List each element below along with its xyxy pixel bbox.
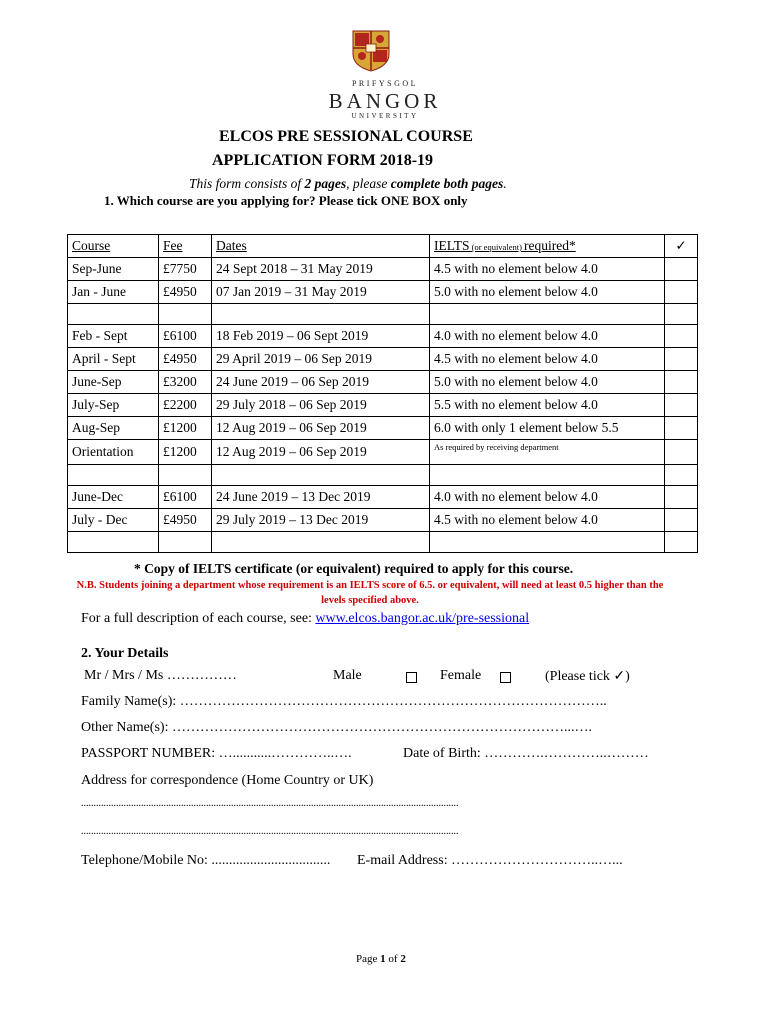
tick-box[interactable] xyxy=(665,258,698,281)
course-dates: 24 June 2019 – 06 Sep 2019 xyxy=(212,371,430,394)
pre-sessional-link[interactable]: www.elcos.bangor.ac.uk/pre-sessional xyxy=(315,611,530,626)
tick-box[interactable] xyxy=(665,371,698,394)
course-dates: 29 April 2019 – 06 Sep 2019 xyxy=(212,348,430,371)
tick-box[interactable] xyxy=(665,417,698,440)
table-spacer-row xyxy=(68,532,698,553)
table-spacer-row xyxy=(68,465,698,486)
col-header-ielts: IELTS (or equivalent) required* xyxy=(430,235,665,258)
course-dates: 12 Aug 2019 – 06 Sep 2019 xyxy=(212,440,430,465)
question-1: 1. Which course are you applying for? Please tick ONE BOX only xyxy=(104,193,468,208)
passport-number-field[interactable]: PASSPORT NUMBER: …...........…………..…. xyxy=(81,746,352,761)
course-name: Jan - June xyxy=(68,281,159,304)
male-label: Male xyxy=(333,668,362,683)
female-label: Female xyxy=(440,668,482,683)
course-ielts: 5.0 with no element below 4.0 xyxy=(430,281,665,304)
course-ielts: 6.0 with only 1 element below 5.5 xyxy=(430,417,665,440)
course-dates: 24 June 2019 – 13 Dec 2019 xyxy=(212,486,430,509)
course-dates: 12 Aug 2019 – 06 Sep 2019 xyxy=(212,417,430,440)
course-name: Feb - Sept xyxy=(68,325,159,348)
col-header-dates: Dates xyxy=(212,235,430,258)
course-name: June-Sep xyxy=(68,371,159,394)
course-fee: £4950 xyxy=(159,281,212,304)
date-of-birth-field[interactable]: Date of Birth: ………….…………..……… xyxy=(403,746,649,761)
table-row xyxy=(68,394,698,417)
course-fee: £1200 xyxy=(159,417,212,440)
title-field[interactable]: Mr / Mrs / Ms …………… xyxy=(84,668,237,683)
course-name: July - Dec xyxy=(68,509,159,532)
course-ielts: 4.0 with no element below 4.0 xyxy=(430,325,665,348)
crest-icon xyxy=(352,30,390,72)
logo-line-university: UNIVERSITY xyxy=(351,112,419,120)
tick-box[interactable] xyxy=(665,486,698,509)
course-name: Aug-Sep xyxy=(68,417,159,440)
table-row xyxy=(68,325,698,348)
course-fee: £2200 xyxy=(159,394,212,417)
col-header-course: Course xyxy=(68,235,159,258)
table-row xyxy=(68,486,698,509)
course-dates: 18 Feb 2019 – 06 Sept 2019 xyxy=(212,325,430,348)
address-line-2[interactable]: ....................................................................................................................................................... xyxy=(81,826,459,837)
male-checkbox[interactable] xyxy=(406,671,417,689)
ielts-copy-note: * Copy of IELTS certificate (or equivalent) required to apply for this course. xyxy=(134,561,574,576)
course-dates: 07 Jan 2019 – 31 May 2019 xyxy=(212,281,430,304)
course-ielts: As required by receiving department xyxy=(430,440,665,465)
course-name: April - Sept xyxy=(68,348,159,371)
course-fee: £1200 xyxy=(159,440,212,465)
table-row xyxy=(68,281,698,304)
tick-box[interactable] xyxy=(665,509,698,532)
table-header-row xyxy=(68,235,698,258)
table-row xyxy=(68,258,698,281)
logo-line-prifysgol: PRIFYSGOL xyxy=(351,79,419,88)
page-number: Page 1 of 2 xyxy=(356,953,406,965)
tick-box[interactable] xyxy=(665,348,698,371)
course-fee: £6100 xyxy=(159,325,212,348)
form-title: ELCOS PRE SESSIONAL COURSE xyxy=(219,128,473,145)
course-name: June-Dec xyxy=(68,486,159,509)
tick-box[interactable] xyxy=(665,325,698,348)
table-row xyxy=(68,371,698,394)
table-spacer-row xyxy=(68,304,698,325)
pages-note: This form consists of 2 pages, please complete both pages. xyxy=(189,176,507,191)
description-line: For a full description of each course, see: www.elcos.bangor.ac.uk/pre-sessional xyxy=(81,611,530,626)
table-row xyxy=(68,417,698,440)
course-fee: £4950 xyxy=(159,509,212,532)
course-fee: £3200 xyxy=(159,371,212,394)
col-header-fee: Fee xyxy=(159,235,212,258)
table-row xyxy=(68,440,698,465)
tick-box[interactable] xyxy=(665,440,698,465)
course-dates: 24 Sept 2018 – 31 May 2019 xyxy=(212,258,430,281)
course-ielts: 5.5 with no element below 4.0 xyxy=(430,394,665,417)
course-dates: 29 July 2019 – 13 Dec 2019 xyxy=(212,509,430,532)
course-name: July-Sep xyxy=(68,394,159,417)
course-fee: £6100 xyxy=(159,486,212,509)
nb-note: N.B. Students joining a department whose requirement is an IELTS score of 6.5. or equivalent, will need at least 0.5 higher than the levels specified above. xyxy=(76,580,664,606)
table-row xyxy=(68,509,698,532)
course-ielts: 4.0 with no element below 4.0 xyxy=(430,486,665,509)
form-subtitle: APPLICATION FORM 2018-19 xyxy=(212,152,434,169)
course-ielts: 4.5 with no element below 4.0 xyxy=(430,258,665,281)
female-checkbox[interactable] xyxy=(500,671,511,689)
col-header-tick: ✓ xyxy=(665,235,698,258)
family-name-field[interactable]: Family Name(s): ……………………………………………………………………………….. xyxy=(81,694,607,709)
tick-box[interactable] xyxy=(665,281,698,304)
other-names-field[interactable]: Other Name(s): …………………………………………………………………………...…. xyxy=(81,720,592,735)
course-dates: 29 July 2018 – 06 Sep 2019 xyxy=(212,394,430,417)
address-label: Address for correspondence (Home Country or UK) xyxy=(81,773,374,788)
section-2-heading: 2. Your Details xyxy=(81,646,169,661)
course-fee: £7750 xyxy=(159,258,212,281)
course-ielts: 4.5 with no element below 4.0 xyxy=(430,509,665,532)
tick-box[interactable] xyxy=(665,394,698,417)
course-name: Orientation xyxy=(68,440,159,465)
address-line-1[interactable]: ....................................................................................................................................................... xyxy=(81,798,459,809)
course-ielts: 5.0 with no element below 4.0 xyxy=(430,371,665,394)
table-row xyxy=(68,348,698,371)
course-table xyxy=(67,234,698,553)
course-fee: £4950 xyxy=(159,348,212,371)
email-field[interactable]: E-mail Address: …………………………..…... xyxy=(357,853,623,868)
course-name: Sep-June xyxy=(68,258,159,281)
telephone-field[interactable]: Telephone/Mobile No: .................................. xyxy=(81,853,331,868)
logo-line-bangor: BANGOR xyxy=(328,89,442,113)
please-tick-note: (Please tick ✓) xyxy=(545,669,630,684)
course-ielts: 4.5 with no element below 4.0 xyxy=(430,348,665,371)
